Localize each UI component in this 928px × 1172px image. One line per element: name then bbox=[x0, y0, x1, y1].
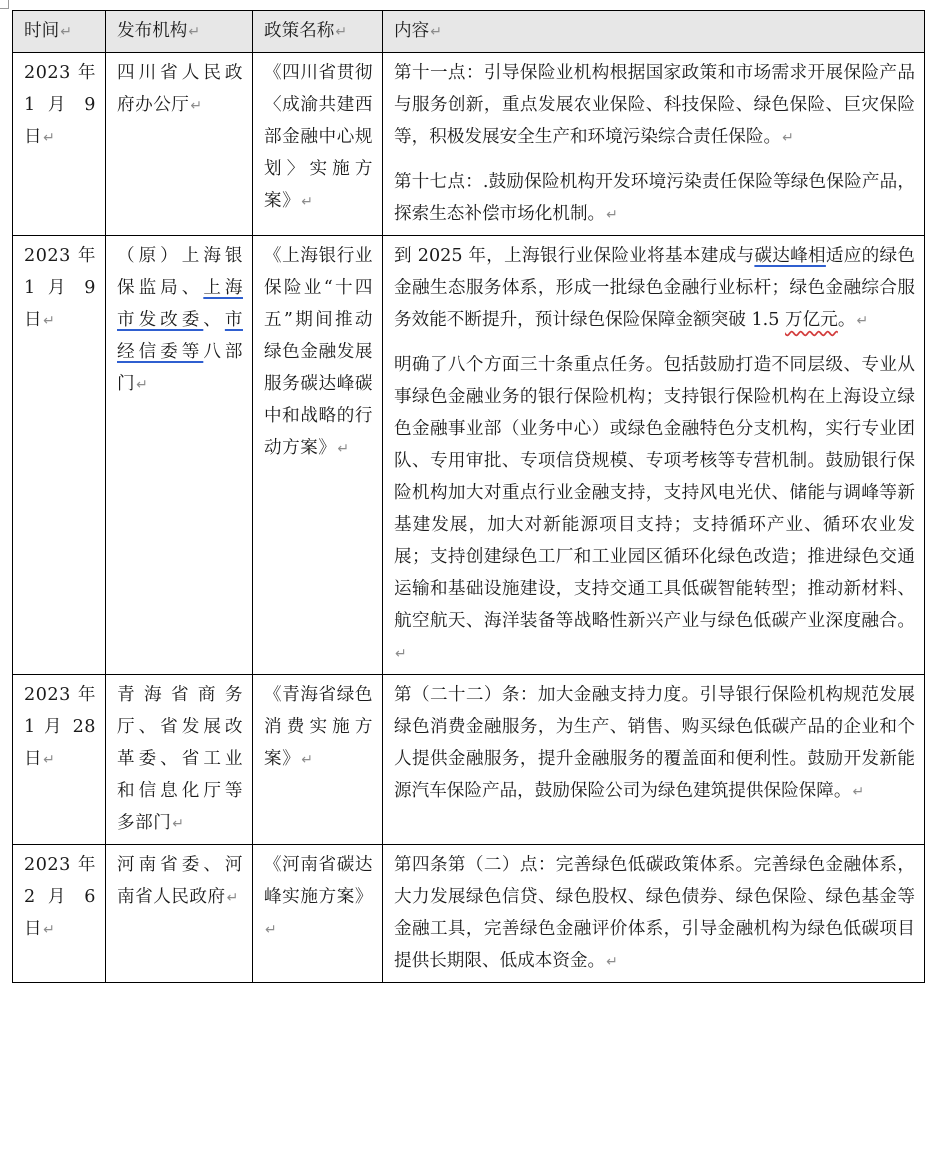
content-underlined-term: 碳达峰相 bbox=[754, 246, 826, 266]
content-cell bbox=[383, 53, 925, 236]
paragraph-mark-icon: ↵ bbox=[265, 922, 278, 938]
paragraph-mark-icon: ↵ bbox=[226, 890, 239, 906]
table-row bbox=[13, 675, 925, 845]
org-underlined-term: 上海市发改委 bbox=[117, 278, 243, 330]
policy-name-cell bbox=[253, 845, 383, 983]
policy-name-text: 《河南省碳达峰实施方案》 bbox=[264, 855, 373, 907]
date-cell bbox=[13, 53, 106, 236]
header-cell-content bbox=[383, 11, 925, 53]
content-text: 明确了八个方面三十条重点任务。包括鼓励打造不同层级、专业从事绿色金融业务的银行保险机构；支持银行保险机构在上海设立绿色金融事业部（业务中心）或绿色金融特色分支机构，实行专业团队、专用审批、专项信贷规模、专项考核等专营机制。鼓励银行保险机构加大对重点行业金融支持，支持风电光伏、储能与调峰等新基建发展，加大对新能源项目支持；支持循环产业、循环农业发展；支持创建绿色工厂和工业园区循环化绿色改造；推进绿色交通运输和基础设施建设，支持交通工具低碳智能转型；推动新材料、航空航天、海洋装备等战略性新兴产业与绿色低碳产业深度融合。 bbox=[394, 355, 915, 631]
paragraph-mark-icon: ↵ bbox=[395, 646, 407, 662]
date-text: 2023 年 1 月 9 日 bbox=[24, 246, 96, 330]
paragraph-mark-icon: ↵ bbox=[852, 784, 865, 800]
paragraph-mark-icon: ↵ bbox=[606, 954, 618, 970]
content-paragraph bbox=[394, 679, 915, 808]
content-spellcheck-term: 万亿元 bbox=[785, 310, 838, 330]
table-row bbox=[13, 845, 925, 983]
header-label: 发布机构 bbox=[117, 21, 188, 41]
paragraph-mark-icon: ↵ bbox=[782, 130, 794, 146]
content-text: 第十七点：.鼓励保险机构开发环境污染责任保险等绿色保险产品，探索生态补偿市场化机制。 bbox=[394, 172, 915, 224]
content-text: 第十一点：引导保险业机构根据国家政策和市场需求开展保险产品与服务创新，重点发展农业保险、科技保险、绿色保险、巨灾保险等，积极发展安全生产和环境污染综合责任保险。 bbox=[394, 63, 915, 147]
org-cell bbox=[106, 236, 253, 675]
paragraph-mark-icon: ↵ bbox=[60, 24, 72, 40]
date-cell bbox=[13, 675, 106, 845]
org-cell bbox=[106, 675, 253, 845]
org-underlined-term: 市经信委等 bbox=[117, 310, 243, 362]
date-cell bbox=[13, 845, 106, 983]
content-cell bbox=[383, 236, 925, 675]
content-cell bbox=[383, 845, 925, 983]
table-row bbox=[13, 53, 925, 236]
paragraph-mark-icon: ↵ bbox=[172, 816, 185, 832]
org-text: 青海省商务厅、省发展改革委、省工业和信息化厅等多部门 bbox=[117, 685, 243, 833]
org-text: 河南省委、河南省人民政府 bbox=[117, 855, 243, 907]
paragraph-mark-icon: ↵ bbox=[430, 24, 442, 40]
org-text-part: 、 bbox=[203, 310, 225, 330]
org-text: 四川省人民政府办公厅 bbox=[117, 63, 243, 115]
org-text-part: 八部门 bbox=[117, 342, 243, 394]
content-text-part: 到 2025 年，上海银行业保险业将基本建成与 bbox=[394, 246, 755, 266]
policy-name-text: 《青海省绿色消费实施方案》 bbox=[264, 685, 373, 769]
policy-name-cell bbox=[253, 53, 383, 236]
org-cell bbox=[106, 53, 253, 236]
content-text: 第四条第（二）点：完善绿色低碳政策体系。完善绿色金融体系，大力发展绿色信贷、绿色股权、绿色债券、绿色保险、绿色基金等金融工具，完善绿色金融评价体系，引导金融机构为绿色低碳项目提供长期限、低成本资金。 bbox=[394, 855, 915, 971]
policy-name-text: 《四川省贯彻〈成渝共建西部金融中心规划〉实施方案》 bbox=[264, 63, 373, 211]
table-row bbox=[13, 236, 925, 675]
content-text: 第（二十二）条：加大金融支持力度。引导银行保险机构规范发展绿色消费金融服务，为生产、销售、购买绿色低碳产品的企业和个人提供金融服务，提升金融服务的覆盖面和便利性。鼓励开发新能源汽车保险产品，鼓励保险公司为绿色建筑提供保险保障。 bbox=[394, 685, 915, 801]
content-paragraph bbox=[394, 849, 915, 978]
paragraph-mark-icon: ↵ bbox=[301, 194, 314, 210]
header-label: 政策名称 bbox=[264, 21, 335, 41]
policy-name-cell bbox=[253, 236, 383, 675]
content-cell bbox=[383, 675, 925, 845]
header-row bbox=[13, 11, 925, 53]
paragraph-mark-icon: ↵ bbox=[337, 441, 350, 457]
page-corner-mark bbox=[0, 0, 9, 9]
paragraph-mark-icon: ↵ bbox=[136, 377, 149, 393]
policy-table bbox=[12, 10, 925, 983]
date-cell bbox=[13, 236, 106, 675]
policy-name-cell bbox=[253, 675, 383, 845]
paragraph-mark-icon: ↵ bbox=[188, 24, 201, 40]
content-text-part: 适应的绿色金融生态服务体系，形成一批绿色金融行业标杆；绿色金融综合服务效能不断提升，预计绿色保险保障金额突破 1.5 bbox=[394, 246, 915, 330]
content-paragraph bbox=[394, 166, 915, 231]
paragraph-mark-icon: ↵ bbox=[606, 207, 618, 223]
paragraph-mark-icon: ↵ bbox=[43, 130, 56, 146]
paragraph-mark-icon: ↵ bbox=[301, 752, 314, 768]
org-cell bbox=[106, 845, 253, 983]
paragraph-mark-icon: ↵ bbox=[43, 752, 56, 768]
paragraph-mark-icon: ↵ bbox=[190, 98, 203, 114]
date-text: 2023 年 1 月 9 日 bbox=[24, 63, 96, 147]
paragraph-mark-icon: ↵ bbox=[43, 313, 56, 329]
content-paragraph bbox=[394, 349, 915, 670]
date-text: 2023 年 2 月 6 日 bbox=[24, 855, 96, 939]
org-text-part: （原）上海银保监局、 bbox=[117, 246, 243, 298]
header-label: 时间 bbox=[24, 21, 60, 41]
date-text: 2023 年 1 月 28 日 bbox=[24, 685, 96, 769]
header-cell-policy-name bbox=[253, 11, 383, 53]
content-paragraph bbox=[394, 57, 915, 154]
content-paragraph bbox=[394, 240, 915, 337]
policy-name-text: 《上海银行业保险业“十四五”期间推动绿色金融发展服务碳达峰碳中和战略的行动方案》 bbox=[264, 246, 373, 458]
paragraph-mark-icon: ↵ bbox=[43, 922, 56, 938]
header-cell-org bbox=[106, 11, 253, 53]
paragraph-mark-icon: ↵ bbox=[856, 313, 869, 329]
content-text-part: 。 bbox=[837, 310, 856, 330]
paragraph-mark-icon: ↵ bbox=[335, 24, 348, 40]
header-label: 内容 bbox=[394, 21, 430, 41]
header-cell-time bbox=[13, 11, 106, 53]
